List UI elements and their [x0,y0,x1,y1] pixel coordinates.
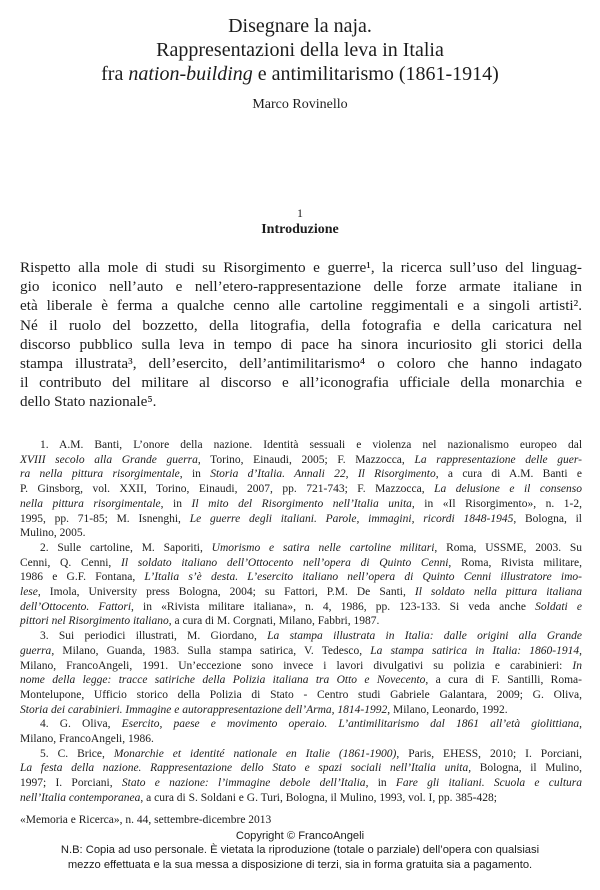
copyright-notice-line-1: N.B: Copia ad uso personale. È vietata la riproduzione (totale o parziale) dell’opera con qualsiasi [60,844,540,857]
body-line: stampa illustrata³, dell’esercito, dell’antimilitarismo⁴ o coloro che hanno indagato [20,355,582,373]
article-title [0,14,600,86]
body-line: discorso pubblico sulla leva in tempo di pace ha sinora incuriosito gli storici della [20,335,582,353]
body-line: dello Stato nazionale⁵. [20,393,157,411]
footnote-3-line: Storia dei carabinieri. Immagine e autorappresentazione dell’Arma, 1814-1992, Milano, Leonardo, 1992. [20,703,508,716]
footnotes [20,438,582,806]
footnote-1-line: P. Ginsborg, vol. XXII, Torino, Einaudi, 2007, pp. 721-743; F. Mazzocca, La delusione e il consenso [20,483,583,496]
title-line-2: Rappresentazioni della leva in Italia [156,39,444,61]
title-line-1: Disegnare la naja. [228,15,372,37]
author-name: Marco Rovinello [252,97,348,112]
copyright-footer [0,829,600,872]
footnote-5-line: 5. C. Brice, Monarchie et identité nationale en Italie (1861-1900), Paris, EHESS, 2010; I. Porciani, [40,747,583,760]
copyright-line: Copyright © FrancoAngeli [235,830,365,842]
footnote-3-line: Milano, FrancoAngeli, 1991. Un’eccezione sono invece i lavori divulgativi su polizia e carabinieri: In [20,659,582,672]
footnote-2-line: 1986 e G.F. Fontana, L’Italia s’è desta. L’esercito italiano nell’opera di Quinto Cenni illustratore imo- [20,571,583,584]
journal-reference: «Memoria e Ricerca», n. 44, settembre-dicembre 2013 [20,814,272,826]
body-line: il contributo del militare al discorso e all’iconografia ufficiale della monarchia e [20,374,582,392]
body-paragraph [20,258,582,412]
footnote-1-line: 1995, pp. 71-85; M. Isnenghi, Le guerre degli italiani. Parole, immagini, ricordi 1848-1945, Bologna, il [20,512,582,525]
footnote-1-line: Mulino, 2005. [20,527,86,540]
footnote-3-line: 3. Sui periodici illustrati, M. Giordano, La stampa illustrata in Italia: dalle origini alla Grande [40,630,582,643]
footnote-2-line: dell’Ottocento. Fattori, in «Rivista militare italiana», n. 4, 1986, pp. 123-133. Si veda anche Soldati e [20,600,582,613]
footnote-2-line: pittori nel Risorgimento italiano, a cura di M. Corgnati, Milano, Fabbri, 1987. [20,615,380,628]
section-title: Introduzione [261,222,339,237]
footnote-1-line: XVIII secolo alla Grande guerra, Torino, Einaudi, 2005; F. Mazzocca, La rappresentazione delle guer- [20,453,582,466]
footnote-3-line: Montelupone, Ufficio storico della Polizia di Stato - Centro studi Gabriele Galantara, 2009; G. Oliva, [20,688,582,701]
body-line: Né il ruolo del bozzetto, della litografia, della fotografia e della caricatura nel [20,316,582,334]
footnote-2-line: lese, Imola, University press Bologna, 2004; su Fattori, P.M. De Santi, Il soldato nella pittura italiana [20,586,582,599]
footnote-3-line: guerra, Milano, Guanda, 1983. Sulla stampa satirica, V. Tedesco, La stampa satirica in Italia: 1860-1914, [20,644,583,657]
section-number: 1 [297,206,303,220]
footnote-5-line: La festa della nazione. Rappresentazione dello Stato e spazi sociali nell’Italia unita, Bologna, il Mulino, [20,762,582,775]
footnote-2-line: 2. Sulle cartoline, M. Saporiti, Umorismo e satira nelle cartoline militari, Roma, USSME, 2003. Su [40,541,582,554]
footnote-2-line: Cenni, Q. Cenni, Il soldato italiano dell’Ottocento nell’opera di Quinto Cenni, Roma, Rivista militare, [20,556,582,569]
footnote-1-line: ra nella pittura risorgimentale, in Storia d’Italia. Annali 22, Il Risorgimento, a cura di A.M. Banti e [20,468,582,481]
body-line: gio iconico nell’auto e nell’etero-rappresentazione delle forze armate italiane in [20,278,582,296]
footnote-4-line: Milano, FrancoAngeli, 1986. [20,733,154,746]
footnote-5-line: nell’Italia contemporanea, a cura di S. Soldani e G. Turi, Bologna, il Mulino, 1993, vol. I, pp. 385-428; [20,791,497,804]
footnote-1-line: 1. A.M. Banti, L’onore della nazione. Identità sessuali e violenza nel nazionalismo europeo dal [40,439,583,451]
body-line: età liberale è ferma a qualche cenno alle cartoline reggimentali e a singoli artisti². [20,297,582,315]
footnote-3-line: nome della legge: tracce satiriche della Polizia italiana tra Otto e Novecento, a cura di F. Santilli, Roma- [20,674,582,687]
body-line: Rispetto alla mole di studi su Risorgimento e guerre¹, la ricerca sull’uso del linguag- [20,259,582,276]
footnote-5-line: 1997; I. Porciani, Stato e nazione: l’immagine debole dell’Italia, in Fare gli italiani. Scuola e cultura [20,777,582,790]
copyright-notice-line-2: mezzo effettuata e la sua messa a disposizione di terzi, sia in forma gratuita sia a pagamento. [67,858,533,871]
footnote-1-line: nella pittura risorgimentale, in Il mito del Risorgimento nell’Italia unita, in «Il Risorgimento», n. 1-2, [20,497,582,510]
footnote-4-line: 4. G. Oliva, Esercito, paese e movimento operaio. L’antimilitarismo dal 1861 all’età giolittiana, [40,718,583,731]
title-line-3: fra nation-building e antimilitarismo (1861-1914) [101,63,499,85]
